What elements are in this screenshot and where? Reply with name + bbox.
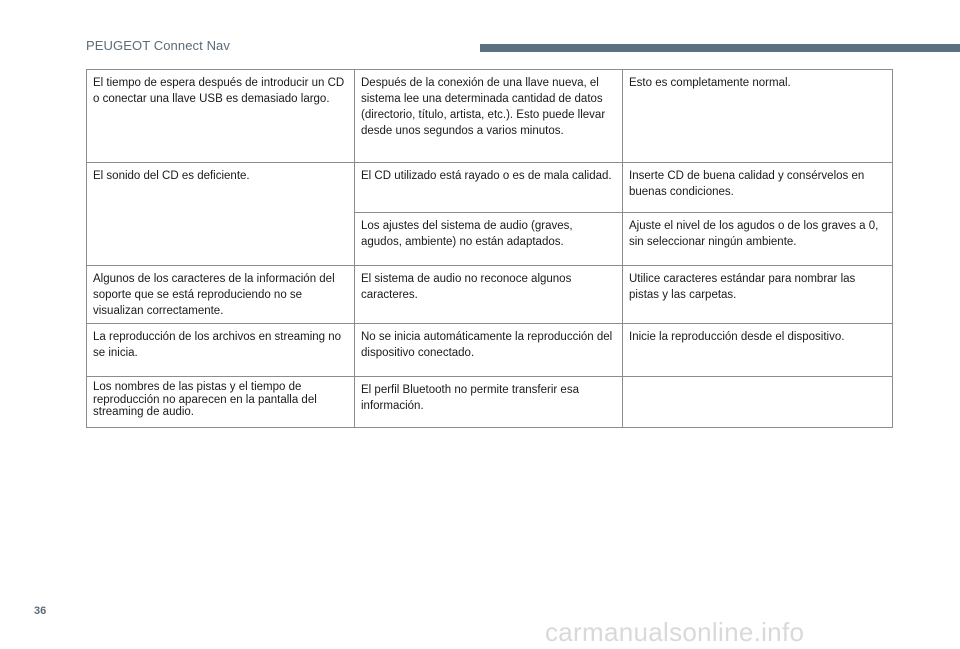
cause-cell: No se inicia automáticamente la reproducción del dispositivo conectado. — [355, 324, 623, 377]
table-row — [87, 163, 893, 213]
solution-cell: Esto es completamente normal. — [623, 70, 893, 163]
solution-cell: Utilice caracteres estándar para nombrar las pistas y las carpetas. — [623, 266, 893, 324]
solution-cell: Inicie la reproducción desde el dispositivo. — [623, 324, 893, 377]
problem-cell: El tiempo de espera después de introducir un CD o conectar una llave USB es demasiado largo. — [87, 70, 355, 163]
problem-cell: El sonido del CD es deficiente. — [87, 163, 355, 266]
cause-cell: Los ajustes del sistema de audio (graves, agudos, ambiente) no están adaptados. — [355, 213, 623, 266]
cause-cell: El sistema de audio no reconoce algunos caracteres. — [355, 266, 623, 324]
watermark: carmanualsonline.info — [545, 617, 805, 647]
cause-cell: Después de la conexión de una llave nueva, el sistema lee una determinada cantidad de datos (directorio, título, artista, etc.). Esto puede llevar desde unos segundos a varios minutos. — [355, 70, 623, 163]
page-number: 36 — [34, 605, 47, 617]
problem-cell: Algunos de los caracteres de la información del soporte que se está reproduciendo no se visualizan correctamente. — [87, 266, 355, 324]
problem-cell: Los nombres de las pistas y el tiempo de reproducción no aparecen en la pantalla del streaming de audio. — [87, 377, 355, 428]
cause-cell: El perfil Bluetooth no permite transferir esa información. — [355, 377, 623, 428]
solution-cell: Inserte CD de buena calidad y consérvelos en buenas condiciones. — [623, 163, 893, 213]
troubleshooting-table — [86, 69, 893, 428]
cause-cell: El CD utilizado está rayado o es de mala calidad. — [355, 163, 623, 213]
problem-cell: La reproducción de los archivos en streaming no se inicia. — [87, 324, 355, 377]
solution-cell: Ajuste el nivel de los agudos o de los graves a 0, sin seleccionar ningún ambiente. — [623, 213, 893, 266]
solution-cell — [623, 377, 893, 428]
table-row — [87, 377, 893, 428]
header-accent-bar — [480, 44, 960, 52]
table-row — [87, 324, 893, 377]
document-header-title: PEUGEOT Connect Nav — [86, 38, 230, 53]
table-row — [87, 70, 893, 163]
table-row — [87, 266, 893, 324]
